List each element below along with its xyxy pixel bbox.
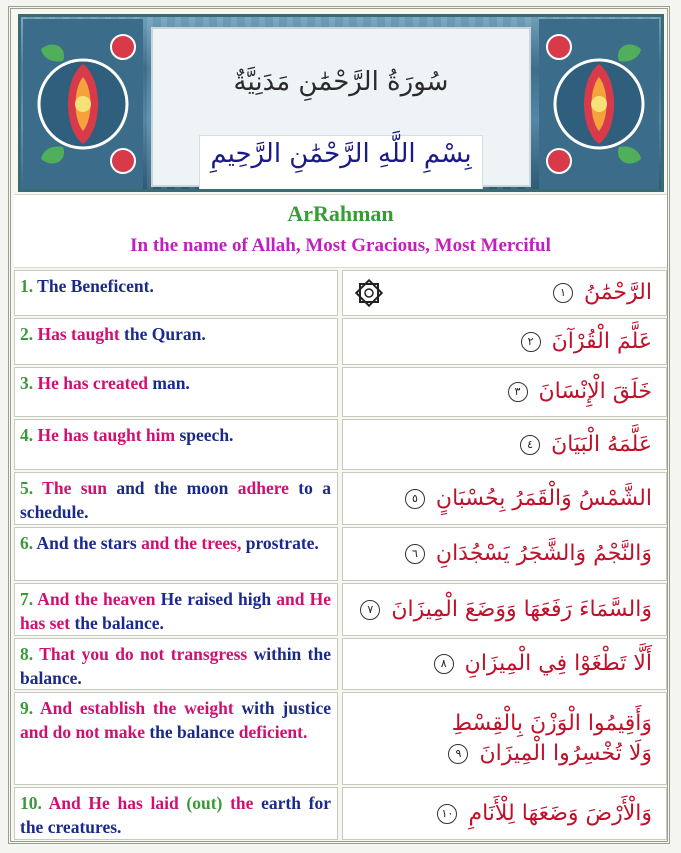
arabic-line: أَلَّا تَطْغَوْا فِي الْمِيزَانِ ٨ xyxy=(434,649,652,679)
surah-title-arabic: سُورَةُ الرَّحْمَٰنِ مَدَنِيَّةٌ xyxy=(233,67,449,97)
verse-number: 4. xyxy=(20,425,34,445)
verse-arabic xyxy=(342,318,667,365)
ayah-number-marker: ٤ xyxy=(520,435,540,455)
verse-row xyxy=(14,367,667,417)
translation-segment: within the balance. xyxy=(20,644,332,688)
verse-arabic xyxy=(342,419,667,470)
ayah-number-marker: ٨ xyxy=(434,654,454,674)
translation-segment: the balance. xyxy=(70,613,164,633)
verse-translation xyxy=(14,318,338,365)
translation-segment: The sun xyxy=(33,478,107,498)
arabic-line: وَلَا تُخْسِرُوا الْمِيزَانَ ٩ xyxy=(448,739,652,769)
translation-segment: That you do not transgress xyxy=(33,644,248,664)
verse-row xyxy=(14,583,667,636)
verse-translation xyxy=(14,270,338,316)
translation-segment: And the heaven xyxy=(33,589,156,609)
verse-arabic xyxy=(342,367,667,417)
translation-segment: deficient. xyxy=(234,722,308,742)
verse-translation xyxy=(14,787,338,840)
translation-segment: Has taught xyxy=(33,324,120,344)
verse-row xyxy=(14,692,667,785)
arabic-line: وَالسَّمَاءَ رَفَعَهَا وَوَضَعَ الْمِيزَانَ ٧ xyxy=(360,595,652,625)
translation-segment: and the moon xyxy=(106,478,229,498)
translation-segment: and He has set xyxy=(20,589,331,633)
translation-segment: the balance xyxy=(144,722,235,742)
verse-translation xyxy=(14,692,338,785)
verse-row xyxy=(14,472,667,525)
verse-translation xyxy=(14,419,338,470)
verse-row xyxy=(14,270,667,316)
translation-segment: the Quran. xyxy=(119,324,206,344)
translation-segment: and do not make xyxy=(20,722,145,742)
surah-header xyxy=(14,194,667,268)
verse-translation xyxy=(14,472,338,525)
verse-arabic xyxy=(342,472,667,525)
verse-row xyxy=(14,527,667,581)
arabic-line: خَلَقَ الْإِنْسَانَ ٣ xyxy=(508,377,653,407)
verse-number: 6. xyxy=(20,533,34,553)
translation-segment: And establish the weight xyxy=(33,698,234,718)
ayah-number-marker: ٧ xyxy=(360,600,380,620)
verse-number: 2. xyxy=(20,324,34,344)
surah-banner xyxy=(18,14,664,192)
verse-translation xyxy=(14,583,338,636)
verse-translation xyxy=(14,638,338,690)
translation-segment: The Beneficent. xyxy=(33,276,154,296)
verse-row xyxy=(14,419,667,470)
arabic-line: وَالْأَرْضَ وَضَعَهَا لِلْأَنَامِ ١٠ xyxy=(437,799,652,829)
verse-number: 9. xyxy=(20,698,34,718)
verse-arabic xyxy=(342,583,667,636)
arabic-line: وَالنَّجْمُ وَالشَّجَرُ يَسْجُدَانِ ٦ xyxy=(405,539,652,569)
translation-segment: the xyxy=(222,793,254,813)
translation-segment: earth for the creatures. xyxy=(20,793,331,837)
surah-name: ArRahman xyxy=(287,201,394,226)
verse-row xyxy=(14,787,667,840)
translation-segment: He has created xyxy=(33,373,148,393)
ayah-number-marker: ١٠ xyxy=(437,804,457,824)
translation-segment: with justice xyxy=(233,698,331,718)
translation-segment: adhere xyxy=(228,478,289,498)
arabic-line: الشَّمْسُ وَالْقَمَرُ بِحُسْبَانٍ ٥ xyxy=(405,484,652,514)
arabic-line: عَلَّمَ الْقُرْآنَ ٢ xyxy=(521,327,652,357)
verse-arabic xyxy=(342,692,667,785)
translation-segment: man. xyxy=(148,373,190,393)
ayah-number-marker: ٣ xyxy=(508,382,528,402)
translation-segment: prostrate. xyxy=(241,533,319,553)
verse-row xyxy=(14,638,667,690)
translation-segment: (out) xyxy=(178,793,223,813)
verse-translation xyxy=(14,527,338,581)
verse-row xyxy=(14,318,667,365)
translation-segment: And the stars xyxy=(33,533,137,553)
verse-number: 7. xyxy=(20,589,34,609)
verse-number: 5. xyxy=(20,478,34,498)
verse-number: 10. xyxy=(20,793,42,813)
translation-segment: and the trees, xyxy=(136,533,242,553)
ayah-number-marker: ٦ xyxy=(405,544,425,564)
arabic-line: وَأَقِيمُوا الْوَزْنَ بِالْقِسْطِ xyxy=(451,710,652,736)
translation-segment: He has taught him xyxy=(33,425,176,445)
bismillah-arabic: بِسْمِ اللَّهِ الرَّحْمَٰنِ الرَّحِيمِ xyxy=(210,139,472,169)
arabic-line: الرَّحْمَٰنُ ١ xyxy=(553,278,652,308)
rub-el-hizb-icon xyxy=(353,277,385,309)
translation-segment: He raised high xyxy=(155,589,272,609)
verse-number: 1. xyxy=(20,276,34,296)
translation-segment: And He has laid xyxy=(41,793,179,813)
verse-translation xyxy=(14,367,338,417)
verse-number: 8. xyxy=(20,644,34,664)
bismillah-english: In the name of Allah, Most Gracious, Most Merciful xyxy=(130,235,551,256)
ayah-number-marker: ١ xyxy=(553,283,573,303)
verse-arabic xyxy=(342,527,667,581)
verse-arabic xyxy=(342,787,667,840)
arabic-line: عَلَّمَهُ الْبَيَانَ ٤ xyxy=(520,430,652,460)
translation-segment: to a schedule. xyxy=(20,478,331,522)
verse-arabic xyxy=(342,638,667,690)
verse-number: 3. xyxy=(20,373,34,393)
ayah-number-marker: ٥ xyxy=(405,489,425,509)
ayah-number-marker: ٩ xyxy=(448,744,468,764)
translation-segment: speech. xyxy=(175,425,234,445)
ayah-number-marker: ٢ xyxy=(521,332,541,352)
verse-arabic xyxy=(342,270,667,316)
